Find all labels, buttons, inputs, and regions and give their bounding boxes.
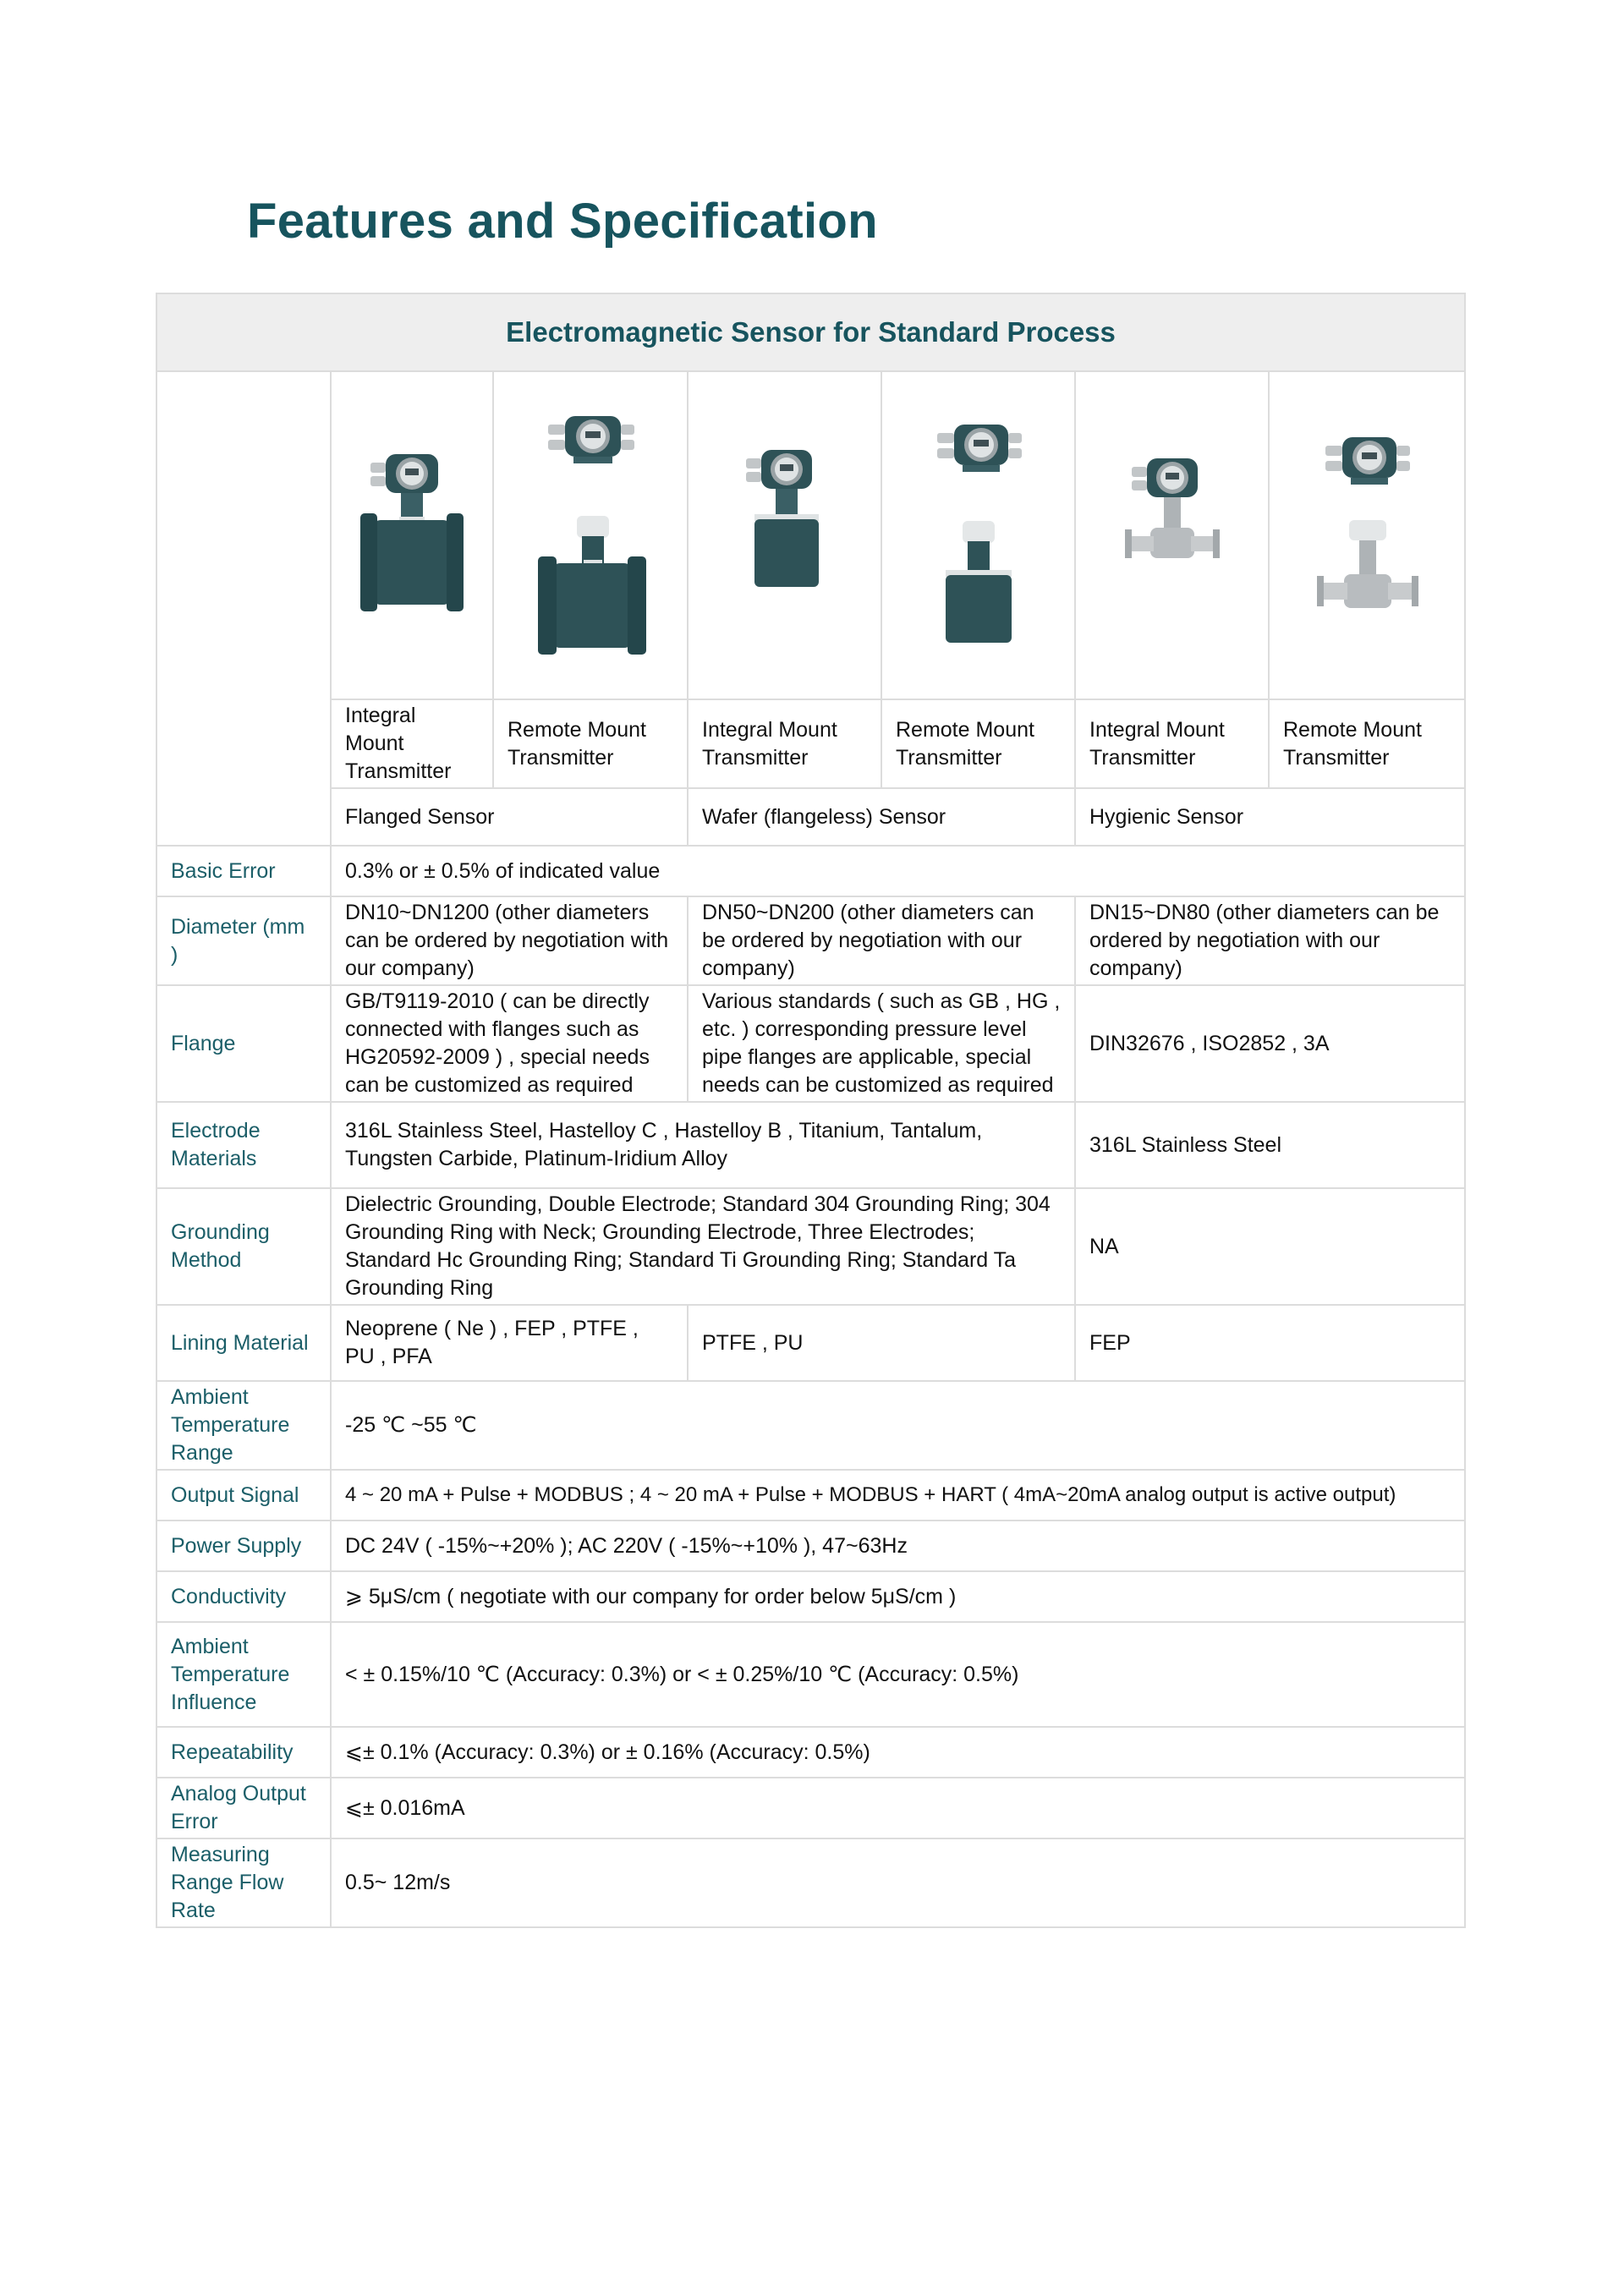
row-value: 0.3% or ± 0.5% of indicated value <box>331 846 1465 896</box>
mount-type-row <box>156 699 1465 788</box>
mount-type-cell: Integral Mount Transmitter <box>688 699 881 788</box>
row-value: NA <box>1075 1188 1465 1305</box>
row-value: DN50~DN200 (other diameters can be ordered by negotiation with our company) <box>688 896 1075 985</box>
row-electrode-materials <box>156 1102 1465 1188</box>
product-image-row <box>156 371 1465 699</box>
row-value: 316L Stainless Steel <box>1075 1102 1465 1188</box>
spec-table <box>156 293 1466 1928</box>
row-value: DC 24V ( -15%~+20% ); AC 220V ( -15%~+10% ), 47~63Hz <box>331 1521 1465 1571</box>
table-header-row <box>156 293 1465 371</box>
row-value: Neoprene ( Ne ) , FEP , PTFE , PU , PFA <box>331 1305 688 1381</box>
row-value: Various standards ( such as GB , HG , etc. ) corresponding pressure level pipe flanges are applicable, special needs can be customized as required <box>688 985 1075 1102</box>
row-value: Dielectric Grounding, Double Electrode; Standard 304 Grounding Ring; 304 Grounding Ring with Neck; Grounding Electrode, Three Electrodes; Standard Hc Grounding Ring; Standard Ti Grounding Ring; Standard Ta Grounding Ring <box>331 1188 1075 1305</box>
row-measuring-range-flow-rate <box>156 1838 1465 1927</box>
row-value: FEP <box>1075 1305 1465 1381</box>
flowmeter-remote-flanged-icon <box>493 371 688 699</box>
row-value: 316L Stainless Steel, Hastelloy C , Hastelloy B , Titanium, Tantalum, Tungsten Carbide, Platinum-Iridium Alloy <box>331 1102 1075 1188</box>
row-label: Ambient Temperature Influence <box>156 1622 331 1727</box>
row-label: Lining Material <box>156 1305 331 1381</box>
page-title: Features and Specification <box>247 194 878 249</box>
row-lining-material <box>156 1305 1465 1381</box>
row-value: 0.5~ 12m/s <box>331 1838 1465 1927</box>
row-label: Conductivity <box>156 1571 331 1622</box>
row-ambient-temperature-range <box>156 1381 1465 1470</box>
row-value: DN10~DN1200 (other diameters can be ordered by negotiation with our company) <box>331 896 688 985</box>
row-conductivity <box>156 1571 1465 1622</box>
mount-type-cell: Integral Mount Transmitter <box>331 699 493 788</box>
empty-label-cell <box>156 371 331 846</box>
sensor-type-wafer: Wafer (flangeless) Sensor <box>688 788 1075 846</box>
row-label: Grounding Method <box>156 1188 331 1305</box>
row-value: GB/T9119-2010 ( can be directly connected with flanges such as HG20592-2009 ) , special needs can be customized as required <box>331 985 688 1102</box>
row-value: PTFE , PU <box>688 1305 1075 1381</box>
mount-type-cell: Remote Mount Transmitter <box>1269 699 1465 788</box>
mount-type-cell: Remote Mount Transmitter <box>493 699 688 788</box>
row-ambient-temperature-influence <box>156 1622 1465 1727</box>
row-label: Diameter (mm ) <box>156 896 331 985</box>
row-output-signal <box>156 1470 1465 1521</box>
sensor-type-row <box>156 788 1465 846</box>
row-value: ⩽± 0.016mA <box>331 1778 1465 1838</box>
mount-type-cell: Remote Mount Transmitter <box>881 699 1075 788</box>
row-diameter <box>156 896 1465 985</box>
mount-type-cell: Integral Mount Transmitter <box>1075 699 1269 788</box>
row-analog-output-error <box>156 1778 1465 1838</box>
flowmeter-integral-hygienic-icon <box>1075 371 1269 699</box>
row-label: Flange <box>156 985 331 1102</box>
row-label: Output Signal <box>156 1470 331 1521</box>
sensor-type-hygienic: Hygienic Sensor <box>1075 788 1465 846</box>
flowmeter-integral-flanged-icon <box>331 371 493 699</box>
row-value: 4 ~ 20 mA + Pulse + MODBUS ; 4 ~ 20 mA + Pulse + MODBUS + HART ( 4mA~20mA analog output is active output) <box>331 1470 1465 1521</box>
table-title: Electromagnetic Sensor for Standard Process <box>156 293 1465 371</box>
row-value: ⩾ 5μS/cm ( negotiate with our company for order below 5μS/cm ) <box>331 1571 1465 1622</box>
row-basic-error <box>156 846 1465 896</box>
row-label: Power Supply <box>156 1521 331 1571</box>
row-label: Analog Output Error <box>156 1778 331 1838</box>
flowmeter-remote-wafer-icon <box>881 371 1075 699</box>
flowmeter-remote-hygienic-icon <box>1269 371 1465 699</box>
row-label: Repeatability <box>156 1727 331 1778</box>
row-value: < ± 0.15%/10 ℃ (Accuracy: 0.3%) or < ± 0.25%/10 ℃ (Accuracy: 0.5%) <box>331 1622 1465 1727</box>
row-grounding-method <box>156 1188 1465 1305</box>
row-label: Ambient Temperature Range <box>156 1381 331 1470</box>
row-flange <box>156 985 1465 1102</box>
row-repeatability <box>156 1727 1465 1778</box>
row-label: Electrode Materials <box>156 1102 331 1188</box>
row-value: DN15~DN80 (other diameters can be ordered by negotiation with our company) <box>1075 896 1465 985</box>
row-value: ⩽± 0.1% (Accuracy: 0.3%) or ± 0.16% (Accuracy: 0.5%) <box>331 1727 1465 1778</box>
row-power-supply <box>156 1521 1465 1571</box>
flowmeter-integral-wafer-icon <box>688 371 881 699</box>
row-value: DIN32676 , ISO2852 , 3A <box>1075 985 1465 1102</box>
row-value: -25 ℃ ~55 ℃ <box>331 1381 1465 1470</box>
row-label: Measuring Range Flow Rate <box>156 1838 331 1927</box>
sensor-type-flanged: Flanged Sensor <box>331 788 688 846</box>
row-label: Basic Error <box>156 846 331 896</box>
